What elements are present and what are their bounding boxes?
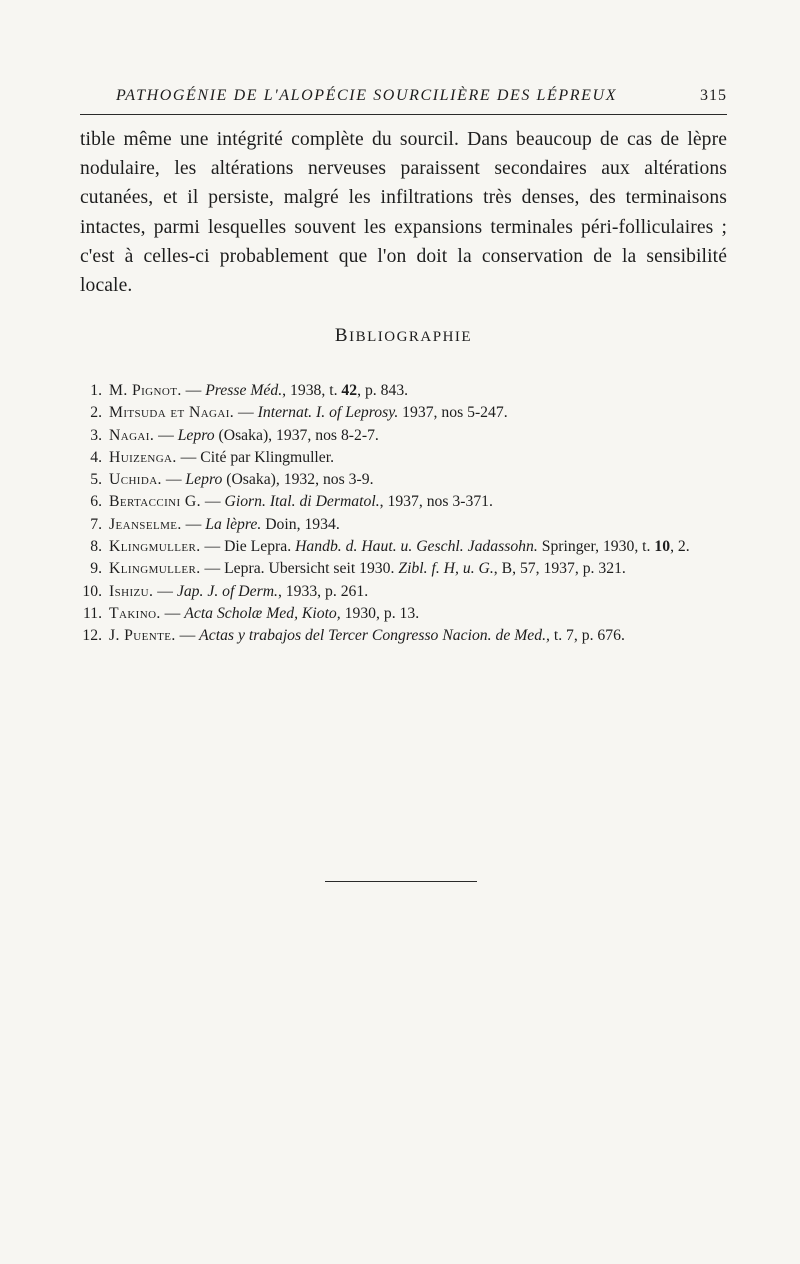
reference-title: Lepro bbox=[185, 471, 223, 489]
reference-details: Springer, 1930, t. bbox=[537, 538, 655, 556]
page-number: 315 bbox=[700, 87, 727, 104]
reference-pretitle: Die Lepra. bbox=[224, 538, 296, 556]
reference-title: La lèpre. bbox=[205, 515, 262, 533]
reference-author: M. Pignot. bbox=[109, 382, 182, 399]
reference-details: (Osaka), 1932, nos 3-9. bbox=[222, 471, 374, 489]
reference-title: Jap. J. of Derm. bbox=[176, 582, 278, 600]
reference-author: Takino. bbox=[109, 604, 161, 622]
page bbox=[80, 0, 727, 1264]
reference-details: 1937, nos 5-247. bbox=[398, 404, 508, 422]
reference-item bbox=[80, 558, 727, 580]
reference-author: Jeanselme. bbox=[109, 515, 182, 533]
reference-author: Klingmuller. bbox=[109, 538, 201, 556]
running-header bbox=[80, 84, 727, 115]
reference-title: Acta Scholæ Med, Kioto, bbox=[184, 604, 341, 622]
reference-details: Doin, 1934. bbox=[261, 515, 340, 533]
reference-separator: — bbox=[160, 604, 185, 622]
reference-item bbox=[80, 603, 727, 625]
reference-details: Cité par Klingmuller. bbox=[200, 448, 335, 466]
reference-item bbox=[80, 581, 727, 603]
reference-separator: — bbox=[181, 515, 206, 533]
reference-list bbox=[80, 380, 727, 648]
reference-separator: — bbox=[153, 582, 177, 600]
reference-volume: 42 bbox=[341, 382, 358, 399]
reference-item bbox=[80, 514, 727, 536]
reference-author: J. Puente. bbox=[109, 627, 176, 645]
reference-title: Actas y trabajos del Tercer Congresso Nacion. de Med., bbox=[199, 627, 550, 645]
reference-details: , B, 57, 1937, p. 321. bbox=[493, 560, 626, 578]
reference-item bbox=[80, 380, 727, 402]
reference-separator: — bbox=[154, 426, 178, 444]
reference-item bbox=[80, 469, 727, 491]
running-title: PATHOGÉNIE DE L'ALOPÉCIE SOURCILIÈRE DES LÉPREUX bbox=[116, 87, 618, 104]
reference-author: Nagai. bbox=[109, 426, 155, 444]
reference-details: 1930, p. 13. bbox=[340, 604, 420, 622]
reference-number: 11. bbox=[82, 604, 102, 622]
reference-details: , 1937, nos 3-371. bbox=[379, 493, 493, 511]
reference-number: 6. bbox=[90, 493, 102, 511]
reference-author: Ishizu. bbox=[109, 582, 154, 600]
reference-title: Lepro bbox=[177, 426, 215, 444]
reference-details: , 1938, t. bbox=[282, 382, 342, 399]
reference-title: Giorn. Ital. di Dermatol. bbox=[224, 493, 380, 511]
reference-item bbox=[80, 491, 727, 513]
reference-item bbox=[80, 402, 727, 424]
reference-author: Mitsuda et Nagai. bbox=[109, 404, 235, 422]
reference-number: 7. bbox=[90, 515, 102, 533]
reference-item bbox=[80, 447, 727, 469]
reference-author: Uchida. bbox=[109, 471, 162, 489]
reference-title: Handb. d. Haut. u. Geschl. Jadassohn. bbox=[295, 538, 538, 556]
reference-title: Presse Méd. bbox=[205, 382, 283, 399]
bibliography-heading-initial: B bbox=[334, 325, 350, 346]
reference-author: Huizenga. bbox=[109, 448, 177, 466]
reference-item bbox=[80, 625, 727, 647]
body-paragraph: tible même une intégrité complète du sourcil. Dans beaucoup de cas de lèpre nodulaire, les altérations nerveuses paraissent secondaires aux altérations cutanées, et il persiste, malgré les infiltrations très denses, des terminaisons intactes, parmi lesquelles souvent les expansions terminales péri-folliculaires ; c'est à celles-ci probablement que l'on doit la conservation de la sensibilité locale. bbox=[80, 129, 727, 297]
reference-author: Klingmuller. bbox=[109, 560, 201, 578]
end-rule bbox=[325, 881, 477, 882]
reference-details: t. 7, p. 676. bbox=[549, 627, 625, 645]
reference-separator: — bbox=[181, 382, 206, 399]
reference-pretitle: Lepra. Ubersicht seit 1930. bbox=[224, 560, 399, 578]
reference-number: 9. bbox=[90, 560, 102, 578]
bibliography-heading bbox=[80, 325, 727, 347]
reference-number: 3. bbox=[90, 426, 102, 444]
reference-author: Bertaccini G. bbox=[109, 493, 201, 511]
reference-details: , 1933, p. 261. bbox=[277, 582, 369, 600]
reference-title: Zibl. f. H, u. G. bbox=[398, 560, 494, 578]
reference-number: 12. bbox=[82, 627, 102, 645]
reference-separator: — bbox=[200, 538, 225, 556]
reference-item bbox=[80, 425, 727, 447]
reference-number: 8. bbox=[90, 538, 102, 556]
reference-number: 2. bbox=[90, 404, 102, 422]
reference-item bbox=[80, 536, 727, 558]
reference-title: Internat. I. of Leprosy. bbox=[257, 404, 399, 422]
bibliography-heading-rest: IBLIOGRAPHIE bbox=[349, 329, 473, 345]
reference-separator: — bbox=[161, 471, 186, 489]
reference-number: 10. bbox=[82, 582, 102, 600]
reference-pages: , 2. bbox=[670, 538, 690, 556]
reference-details: (Osaka), 1937, nos 8-2-7. bbox=[214, 426, 379, 444]
reference-number: 5. bbox=[90, 471, 102, 489]
reference-number: 1. bbox=[90, 382, 102, 399]
reference-separator: — bbox=[175, 627, 200, 645]
reference-separator: — bbox=[234, 404, 258, 422]
reference-volume: 10 bbox=[654, 538, 671, 556]
reference-number: 4. bbox=[90, 448, 102, 466]
reference-separator: — bbox=[176, 448, 201, 466]
reference-separator: — bbox=[200, 493, 225, 511]
reference-pages: , p. 843. bbox=[357, 382, 409, 399]
reference-separator: — bbox=[200, 560, 225, 578]
